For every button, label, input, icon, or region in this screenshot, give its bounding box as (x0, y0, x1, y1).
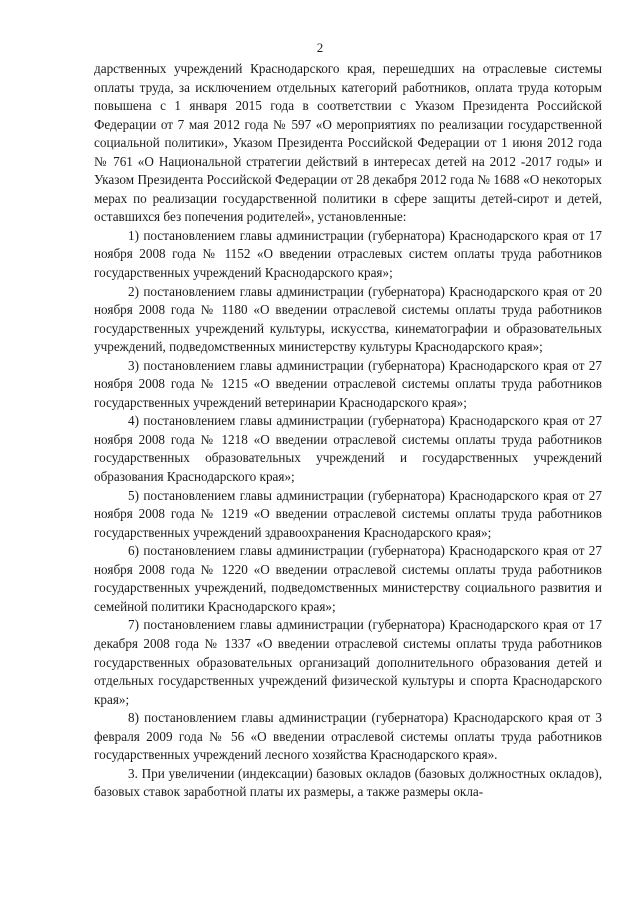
document-body (94, 60, 602, 802)
list-item-8: 8) постановлением главы администрации (губернатора) Краснодарского края от 3 февраля 2009 года № 56 «О введении отраслевой системы оплаты труда работников государственных учреждений лесного хозяйства Краснодарского края». (94, 710, 602, 763)
list-item-1: 1) постановлением главы администрации (губернатора) Краснодарского края от 17 ноября 2008 года № 1152 «О введении отраслевых систем оплаты труда работников государственных учреждений Краснодарского края»; (94, 227, 602, 281)
list-item-7: 7) постановлением главы администрации (губернатора) Краснодарского края от 17 декабря 2008 года № 1337 «О введении отраслевой системы оплаты труда работников государственных образовательных организаций дополнительного образования детей и отдельных государственных учреждений физической культуры и спорта Краснодарского края»; (94, 617, 602, 707)
list-item-6: 6) постановлением главы администрации (губернатора) Краснодарского края от 27 ноября 2008 года № 1220 «О введении отраслевой системы оплаты труда работников государственных учреждений, подведомственных министерству социального развития и семейной политики Краснодарского края»; (94, 543, 602, 614)
list-item-4: 4) постановлением главы администрации (губернатора) Краснодарского края от 27 ноября 2008 года № 1218 «О введении отраслевой системы оплаты труда работников государственных образовательных учреждений и государственных учреждений образования Краснодарского края»; (94, 413, 602, 485)
paragraph-section-3: 3. При увеличении (индексации) базовых окладов (базовых должностных окладов), базовых ставок заработной платы их размеры, а также размеры окла- (94, 765, 602, 800)
list-item-3: 3) постановлением главы администрации (губернатора) Краснодарского края от 27 ноября 2008 года № 1215 «О введении отраслевой системы оплаты труда работников государственных учреждений ветеринарии Краснодарского края»; (94, 357, 602, 410)
paragraph-intro: дарственных учреждений Краснодарского края, перешедших на отраслевые системы оплаты труда, за исключением отдельных категорий работников, оплата труда которым повышена с 1 января 2015 года в соответствии с Указом Президента Российской Федерации от 7 мая 2012 года № 597 «О мероприятиях по реализации государственной социальной политики», Указом Президента Российской Федерации от 1 июня 2012 года № 761 «О Национальной стратегии действий в интересах детей на 2012 -2017 годы» и Указом Президента Российской Федерации от 28 декабря 2012 года № 1688 «О некоторых мерах по реализации государственной политики в сфере защиты детей-сирот и детей, оставшихся без попечения родителей», установленные: (94, 61, 602, 225)
list-item-2: 2) постановлением главы администрации (губернатора) Краснодарского края от 20 ноября 2008 года № 1180 «О введении отраслевой системы оплаты труда работников государственных учреждений культуры, искусства, кинематографии и образовательных учреждений, подведомственных министерству культуры Краснодарского края»; (94, 283, 602, 355)
list-item-5: 5) постановлением главы администрации (губернатора) Краснодарского края от 27 ноября 2008 года № 1219 «О введении отраслевой системы оплаты труда работников государственных учреждений здравоохранения Краснодарского края»; (94, 487, 602, 540)
page-number: 2 (316, 40, 324, 55)
